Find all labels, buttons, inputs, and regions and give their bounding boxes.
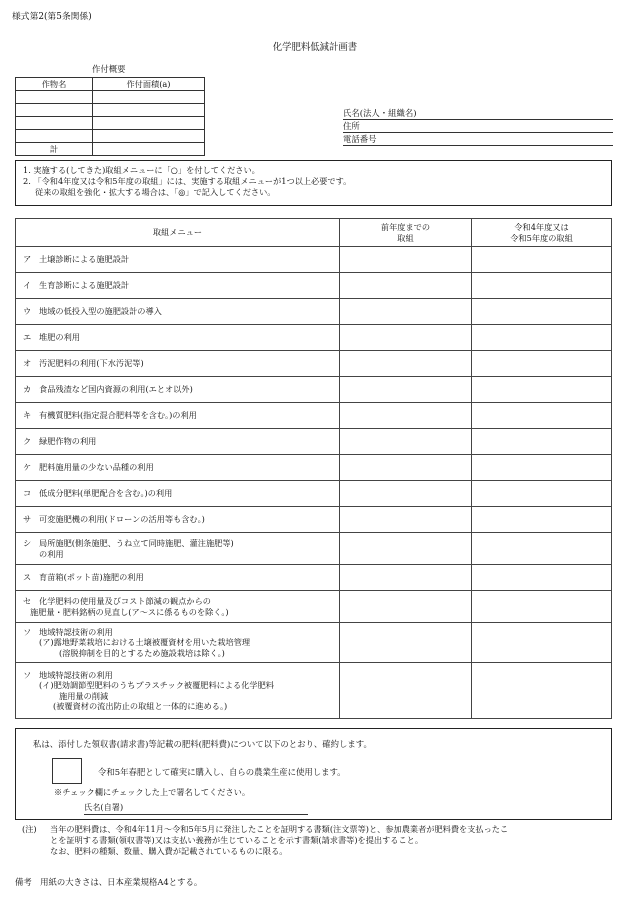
menu-item <box>16 377 340 403</box>
crop-name-cell[interactable] <box>16 104 93 117</box>
menu-item <box>16 273 340 299</box>
table-row <box>16 533 612 565</box>
footnote <box>22 824 622 858</box>
applicant-block <box>343 108 613 146</box>
crop-area-header: 作付面積(a) <box>93 78 205 91</box>
remark-text: 用紙の大きさは、日本産業規格A4とする。 <box>40 877 203 887</box>
checkbox-text: 令和5年春肥として確実に購入し、自らの農業生産に使用します。 <box>98 767 346 777</box>
menu-item-mark: ケ <box>23 462 32 473</box>
current-year-cell[interactable] <box>472 481 612 507</box>
menu-item-text: 地域の低投入型の施肥設計の導入 <box>39 306 162 317</box>
confirmation-checkbox[interactable] <box>52 758 82 784</box>
instruction-1: 1. 実施する(してきた)取組メニューに「○」を付してください。 <box>23 165 260 175</box>
remark-label: 備考 <box>15 877 32 887</box>
table-row <box>16 325 612 351</box>
prev-year-cell[interactable] <box>340 247 472 273</box>
menu-item-text-3: (溶脱抑制を目的とするため施設栽培は除く。) <box>59 647 225 658</box>
applicant-name-label: 氏名(法人・組織名) <box>343 108 417 118</box>
check-note: ※チェック欄にチェックした上で署名してください。 <box>54 787 251 797</box>
signature-field[interactable] <box>84 802 308 815</box>
crop-summary-table <box>15 77 205 156</box>
table-row <box>16 403 612 429</box>
table-row <box>16 247 612 273</box>
current-year-cell[interactable] <box>472 429 612 455</box>
applicant-address-field[interactable] <box>343 121 613 133</box>
signature-label: 氏名(自署) <box>84 802 124 812</box>
menu-item-text: 低成分肥料(単肥配合を含む。)の利用 <box>39 488 173 499</box>
current-year-cell[interactable] <box>472 565 612 591</box>
table-row <box>16 351 612 377</box>
current-year-cell[interactable] <box>472 377 612 403</box>
prev-year-cell[interactable] <box>340 533 472 565</box>
current-year-cell[interactable] <box>472 273 612 299</box>
menu-item-text: 地域特認技術の利用 <box>39 626 113 637</box>
current-year-header-l1: 令和4年度又は <box>514 222 569 232</box>
footnote-line-2: とを証明する書類(領収書等)又は支払い義務が生じていることを示す書類(請求書等)を提出すること。 <box>50 835 424 846</box>
instruction-3: 従来の取組を強化・拡大する場合は、「◎」で記入してください。 <box>35 187 276 197</box>
menu-item-text: 化学肥料の使用量及びコスト節減の観点からの <box>39 596 211 607</box>
menu-item <box>16 591 340 623</box>
instruction-2: 2. 「令和4年度又は令和5年度の取組」には、実施する取組メニューが1つ以上必要です。 <box>23 176 352 186</box>
menu-item-text: 育苗箱(ポット苗)施肥の利用 <box>39 572 144 583</box>
menu-item-mark: イ <box>23 280 32 291</box>
table-row <box>16 377 612 403</box>
footnote-label: (注) <box>22 824 37 834</box>
menu-item <box>16 533 340 565</box>
remark <box>15 876 202 888</box>
current-year-cell[interactable] <box>472 507 612 533</box>
total-label: 計 <box>16 143 93 156</box>
applicant-name-field[interactable] <box>343 108 613 120</box>
prev-year-cell[interactable] <box>340 299 472 325</box>
table-row <box>16 623 612 663</box>
table-row <box>16 591 612 623</box>
menu-item-text: 肥料施用量の少ない品種の利用 <box>39 462 154 473</box>
menu-item-text-2: 施肥量・肥料銘柄の見直し(ア～スに係るものを除く。) <box>30 606 229 617</box>
current-year-header-l2: 令和5年度の取組 <box>510 232 573 243</box>
table-row <box>16 299 612 325</box>
table-row <box>16 507 612 533</box>
prev-year-cell[interactable] <box>340 455 472 481</box>
menu-item <box>16 565 340 591</box>
menu-item-mark: ソ <box>23 626 32 637</box>
menu-item-text: 土壌診断による施肥設計 <box>39 254 130 265</box>
menu-item-text-2: (ア)露地野菜栽培における土壌被覆資材を用いた栽培管理 <box>39 637 251 648</box>
prev-year-cell[interactable] <box>340 325 472 351</box>
current-year-header <box>472 219 612 247</box>
prev-year-cell[interactable] <box>340 273 472 299</box>
menu-header: 取組メニュー <box>16 219 340 247</box>
current-year-cell[interactable] <box>472 623 612 663</box>
current-year-cell[interactable] <box>472 299 612 325</box>
crop-name-cell[interactable] <box>16 130 93 143</box>
prev-year-cell[interactable] <box>340 591 472 623</box>
prev-year-cell[interactable] <box>340 507 472 533</box>
menu-item <box>16 299 340 325</box>
table-row <box>16 273 612 299</box>
menu-item <box>16 507 340 533</box>
menu-item-text-2: (イ)肥効調節型肥料のうちプラスチック被覆肥料による化学肥料 <box>39 680 274 691</box>
crop-name-cell[interactable] <box>16 91 93 104</box>
current-year-cell[interactable] <box>472 247 612 273</box>
prev-year-cell[interactable] <box>340 663 472 719</box>
prev-year-cell[interactable] <box>340 403 472 429</box>
menu-item-text: 汚泥肥料の利用(下水汚泥等) <box>39 358 144 369</box>
menu-item-mark: ク <box>23 436 32 447</box>
current-year-cell[interactable] <box>472 403 612 429</box>
applicant-phone-label: 電話番号 <box>343 134 377 144</box>
menu-item-text: 生育診断による施肥設計 <box>39 280 130 291</box>
menu-item-mark: セ <box>23 596 32 607</box>
menu-item-text-4: (被覆資材の流出防止の取組と一体的に進める。) <box>53 700 228 711</box>
current-year-cell[interactable] <box>472 325 612 351</box>
prev-year-header-l1: 前年度までの <box>380 222 431 232</box>
footnote-line-3: なお、肥料の種類、数量、購入費が記載されているものに限る。 <box>50 846 288 857</box>
menu-table <box>15 218 612 719</box>
menu-item <box>16 455 340 481</box>
menu-item-mark: カ <box>23 384 32 395</box>
crop-name-header: 作物名 <box>16 78 93 91</box>
menu-item-mark: ス <box>23 572 32 583</box>
menu-item <box>16 403 340 429</box>
form-number: 様式第2(第5条関係) <box>12 12 92 22</box>
prev-year-cell[interactable] <box>340 565 472 591</box>
crop-area-cell[interactable] <box>93 117 205 130</box>
crop-name-cell[interactable] <box>16 117 93 130</box>
current-year-cell[interactable] <box>472 351 612 377</box>
menu-item-text-2: の利用 <box>39 548 64 559</box>
prev-year-header-l2: 取組 <box>397 232 414 243</box>
prev-year-cell[interactable] <box>340 481 472 507</box>
menu-item <box>16 247 340 273</box>
crop-area-cell[interactable] <box>93 130 205 143</box>
table-row <box>16 663 612 719</box>
menu-item-text: 有機質肥料(指定混合肥料等を含む。)の利用 <box>39 410 197 421</box>
prev-year-header <box>340 219 472 247</box>
menu-item <box>16 351 340 377</box>
current-year-cell[interactable] <box>472 591 612 623</box>
table-row <box>16 565 612 591</box>
menu-item-text: 可変施肥機の利用(ドローンの活用等も含む。) <box>39 514 205 525</box>
menu-item-text: 地域特認技術の利用 <box>39 669 113 680</box>
prev-year-cell[interactable] <box>340 351 472 377</box>
prev-year-cell[interactable] <box>340 377 472 403</box>
menu-item-mark: オ <box>23 358 32 369</box>
menu-item-text-3: 施用量の削減 <box>59 690 109 701</box>
table-row <box>16 455 612 481</box>
menu-item-text: 食品残渣など国内資源の利用(エとオ以外) <box>39 384 193 395</box>
menu-item <box>16 429 340 455</box>
menu-item-mark: ソ <box>23 669 32 680</box>
crop-summary-caption: 作付概要 <box>92 64 126 74</box>
menu-item-mark: コ <box>23 488 32 499</box>
footnote-line-1: 当年の肥料費は、令和4年11月～令和5年5月に発注したことを証明する書類(注文票等)と、参加農業者が肥料費を支払ったこ <box>50 824 509 834</box>
menu-item-mark: ア <box>23 254 32 265</box>
document-title: 化学肥料低減計画書 <box>272 42 358 53</box>
current-year-cell[interactable] <box>472 455 612 481</box>
menu-item <box>16 481 340 507</box>
current-year-cell[interactable] <box>472 533 612 565</box>
crop-area-cell[interactable] <box>93 104 205 117</box>
menu-item-mark: サ <box>23 514 32 525</box>
menu-item <box>16 325 340 351</box>
total-area-cell[interactable] <box>93 143 205 156</box>
instructions-box <box>15 160 612 206</box>
prev-year-cell[interactable] <box>340 623 472 663</box>
menu-item-text: 堆肥の利用 <box>39 332 80 343</box>
menu-item-text: 緑肥作物の利用 <box>39 436 97 447</box>
menu-item-text: 局所施肥(側条施肥、うね立て同時施肥、灌注施肥等) <box>39 538 234 549</box>
prev-year-cell[interactable] <box>340 429 472 455</box>
menu-item-mark: エ <box>23 332 32 343</box>
menu-item-mark: キ <box>23 410 32 421</box>
menu-item <box>16 663 340 719</box>
menu-item <box>16 623 340 663</box>
menu-item-mark: シ <box>23 538 32 549</box>
current-year-cell[interactable] <box>472 663 612 719</box>
menu-item-mark: ウ <box>23 306 32 317</box>
applicant-address-label: 住所 <box>343 121 360 131</box>
declaration-statement: 私は、添付した領収書(請求書)等記載の肥料(肥料費)について以下のとおり、確約します。 <box>33 739 372 749</box>
crop-area-cell[interactable] <box>93 91 205 104</box>
declaration-box <box>15 728 612 820</box>
table-row <box>16 481 612 507</box>
table-row <box>16 429 612 455</box>
applicant-phone-field[interactable] <box>343 134 613 146</box>
